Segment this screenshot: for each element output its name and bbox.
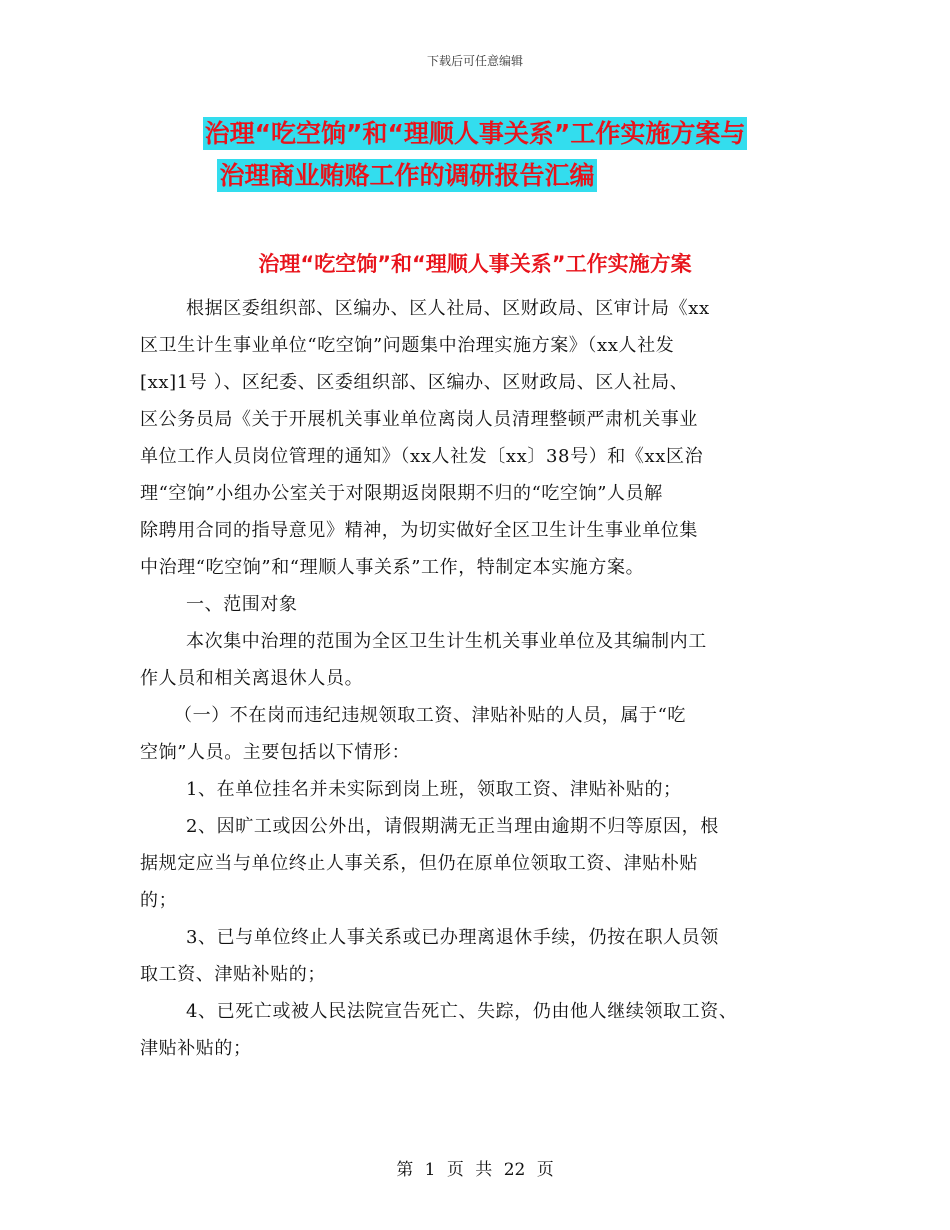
body-line: 中治理“吃空饷”和“理顺人事关系”工作，特制定本实施方案。	[140, 557, 645, 578]
body-line: 根据区委组织部、区编办、区人社局、区财政局、区审计局《xx	[186, 298, 710, 319]
body-line: 区卫生计生事业单位“吃空饷”问题集中治理实施方案》（xx人社发	[140, 335, 675, 356]
header-note: 下载后可任意编辑	[426, 54, 523, 68]
list-item: 4、已死亡或被人民法院宣告死亡、失踪，仍由他人继续领取工资、	[186, 1001, 738, 1022]
document-title-line-2	[0, 156, 882, 192]
body-line: 理“空饷”小组办公室关于对限期返岗限期不归的“吃空饷”人员解	[140, 483, 663, 504]
title-highlight-2: 治理商业贿赂工作的调研报告汇编	[219, 161, 595, 190]
body-line: 除聘用合同的指导意见》精神，为切实做好全区卫生计生事业单位集	[140, 520, 698, 541]
body-line: 本次集中治理的范围为全区卫生计生机关事业单位及其编制内工	[186, 631, 707, 652]
page-number: 第 1 页 共 22 页	[396, 1160, 554, 1180]
section-heading: 一、范围对象	[186, 594, 298, 615]
document-title-line-1	[0, 114, 950, 150]
body-line: （一）不在岗而违纪违规领取工资、津贴补贴的人员，属于“吃	[174, 705, 686, 726]
body-line: 作人员和相关离退休人员。	[140, 668, 364, 689]
list-item: 1、在单位挂名并未实际到岗上班，领取工资、津贴补贴的；	[186, 779, 682, 800]
body-line: [xx]1号 ）、区纪委、区委组织部、区编办、区财政局、区人社局、	[140, 372, 689, 393]
body-line: 据规定应当与单位终止人事关系，但仍在原单位领取工资、津贴朴贴	[140, 853, 698, 874]
section-title: 治理“吃空饷”和“理顺人事关系”工作实施方案	[258, 252, 692, 276]
title-highlight-1: 治理“吃空饷”和“理顺人事关系”工作实施方案与	[204, 119, 746, 148]
body-line: 的；	[140, 890, 178, 911]
list-item: 2、因旷工或因公外出，请假期满无正当理由逾期不归等原因，根	[186, 816, 719, 837]
body-line: 津贴补贴的；	[140, 1038, 252, 1059]
body-line: 单位工作人员岗位管理的通知》（xx人社发〔xx〕38号）和《xx区治	[140, 446, 704, 467]
body-line: 取工资、津贴补贴的；	[140, 964, 326, 985]
list-item: 3、已与单位终止人事关系或已办理离退休手续，仍按在职人员领	[186, 927, 719, 948]
document-body	[140, 290, 818, 1067]
body-line: 空饷”人员。主要包括以下情形：	[140, 742, 411, 763]
body-line: 区公务员局《关于开展机关事业单位离岗人员清理整顿严肃机关事业	[140, 409, 698, 430]
